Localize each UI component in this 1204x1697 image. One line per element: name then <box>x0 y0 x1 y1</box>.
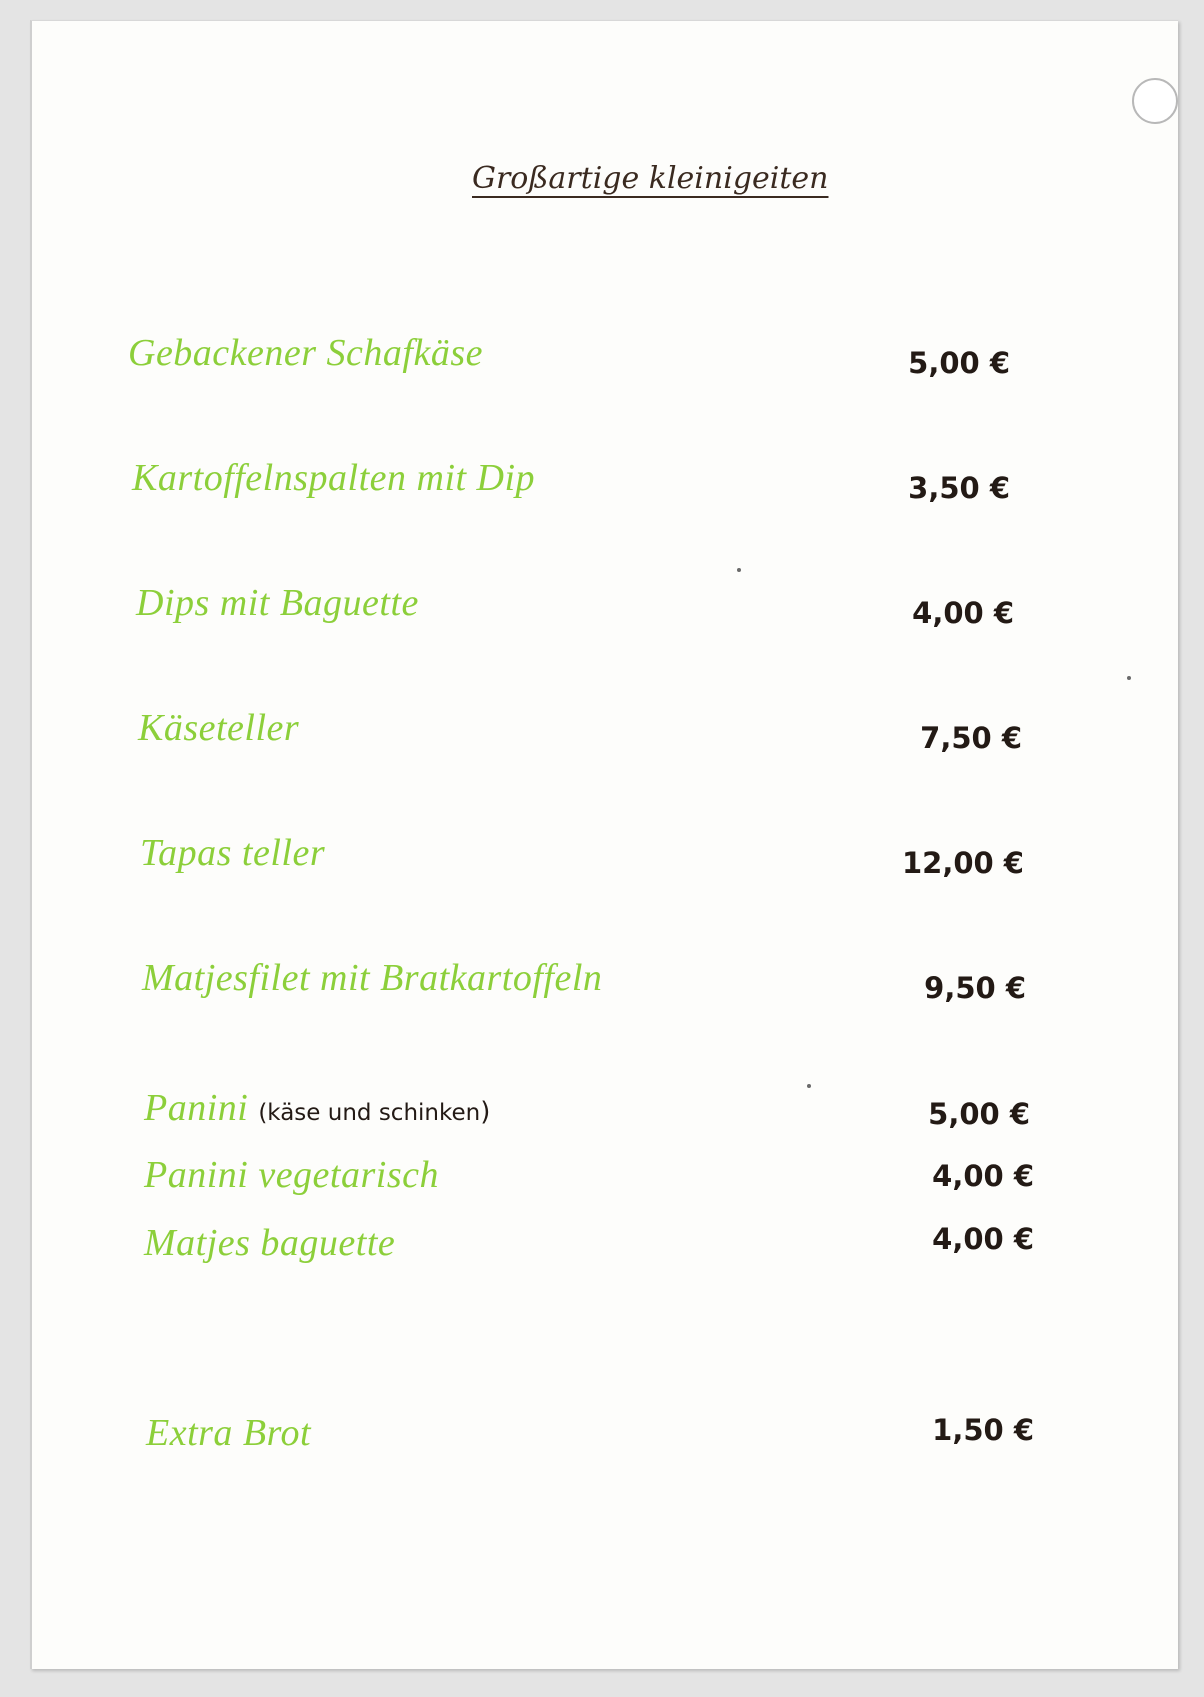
menu-item-name: Dips mit Baguette <box>136 582 419 624</box>
menu-item-note: (käse und schinken <box>258 1100 481 1126</box>
menu-item-price: 1,50 € <box>932 1413 1034 1447</box>
menu-item-price: 4,00 € <box>912 596 1014 630</box>
menu-item-name: Kartoffelnspalten mit Dip <box>132 457 536 499</box>
menu-item-name: Panini vegetarisch <box>144 1154 439 1196</box>
menu-item-note-close: ) <box>480 1097 491 1127</box>
paper-speck <box>1127 676 1131 680</box>
menu-item-price: 12,00 € <box>901 846 1024 880</box>
menu-item-name: Tapas teller <box>140 832 326 874</box>
menu-item-price: 7,50 € <box>920 721 1022 755</box>
menu-item-name <box>144 1086 491 1130</box>
menu-item-price: 9,50 € <box>924 971 1026 1005</box>
menu-item-name: Käseteller <box>138 707 300 749</box>
punch-hole <box>1132 78 1178 124</box>
menu-title: Großartige kleinigeiten <box>472 161 829 196</box>
menu-page <box>30 20 1178 1669</box>
menu-item-price: 4,00 € <box>932 1222 1034 1256</box>
menu-item-name: Gebackener Schafkäse <box>128 332 484 374</box>
menu-item-price: 5,00 € <box>928 1097 1030 1131</box>
menu-item-name-text: Panini <box>144 1087 249 1129</box>
paper-speck <box>737 568 741 572</box>
menu-item-price: 4,00 € <box>932 1159 1034 1193</box>
menu-item-name: Extra Brot <box>146 1412 312 1454</box>
menu-item-price: 5,00 € <box>908 346 1010 380</box>
paper-speck <box>807 1084 811 1088</box>
menu-item-price: 3,50 € <box>908 471 1010 505</box>
menu-item-name: Matjesfilet mit Bratkartoffeln <box>142 957 603 999</box>
menu-item-name: Matjes baguette <box>144 1222 396 1264</box>
